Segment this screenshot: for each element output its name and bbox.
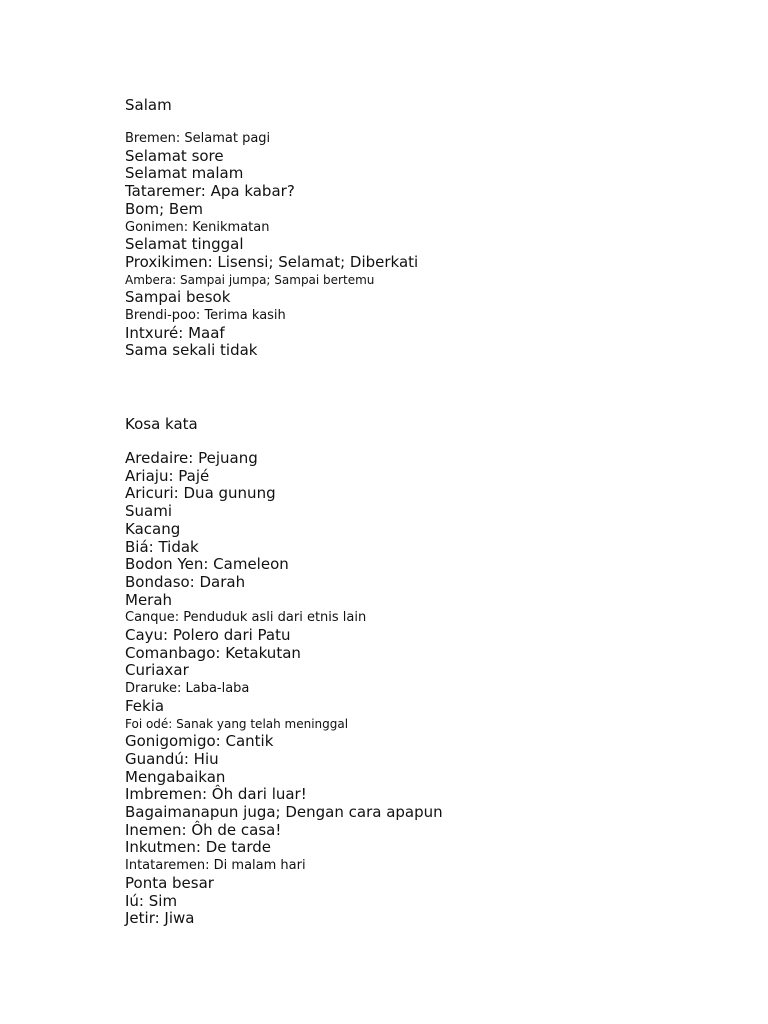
list-item: Bremen: Selamat pagi: [125, 131, 271, 146]
list-item: Canque: Penduduk asli dari etnis lain: [125, 610, 367, 626]
list-item: Kacang: [125, 519, 181, 538]
list-item: Draruke: Laba-laba: [125, 681, 250, 697]
list-item: Mengabaikan: [125, 767, 226, 786]
list-item: Aricuri: Dua gunung: [125, 484, 276, 503]
list-item: Proxikimen: Lisensi; Selamat; Diberkati: [125, 252, 419, 271]
list-item: Bom; Bem: [125, 199, 204, 218]
kosa-kata-list: [125, 450, 443, 928]
list-item: Selamat tinggal: [125, 235, 244, 254]
section-title-salam: Salam: [125, 96, 172, 114]
list-item: Aredaire: Pejuang: [125, 449, 258, 467]
section-title-kosa-kata: Kosa kata: [125, 415, 198, 433]
list-item: Ariaju: Pajé: [125, 466, 210, 485]
list-item: Imbremen: Ôh dari luar!: [125, 785, 307, 804]
list-item: Sama sekali tidak: [125, 341, 258, 360]
list-item: Bondaso: Darah: [125, 572, 246, 591]
list-item: Biá: Tidak: [125, 537, 199, 556]
list-item: Intxuré: Maaf: [125, 323, 225, 342]
list-item: Guandú: Hiu: [125, 749, 219, 768]
list-item: Jetir: Jiwa: [125, 909, 195, 928]
list-item: Curiaxar: [125, 661, 189, 680]
list-item: Tataremer: Apa kabar?: [125, 182, 295, 201]
list-item: Inemen: Ôh de casa!: [125, 820, 282, 839]
list-item: Gonigomigo: Cantik: [125, 732, 274, 751]
list-item: Merah: [125, 590, 173, 609]
list-item: Ponta besar: [125, 873, 214, 892]
list-item: Comanbago: Ketakutan: [125, 643, 301, 662]
list-item: Selamat malam: [125, 164, 244, 183]
list-item: Iú: Sim: [125, 891, 178, 910]
salam-list: [125, 130, 418, 360]
list-item: Brendi-poo: Terima kasih: [125, 308, 286, 324]
list-item: Intataremen: Di malam hari: [125, 858, 306, 874]
list-item: Inkutmen: De tarde: [125, 838, 271, 857]
list-item: Foi odé: Sanak yang telah meninggal: [125, 716, 349, 731]
list-item: Bodon Yen: Cameleon: [125, 555, 289, 574]
list-item: Sampai besok: [125, 288, 231, 307]
list-item: Selamat sore: [125, 146, 224, 165]
list-item: Cayu: Polero dari Patu: [125, 626, 291, 645]
list-item: Fekia: [125, 696, 165, 715]
list-item: Suami: [125, 502, 172, 521]
list-item: Gonimen: Kenikmatan: [125, 219, 270, 235]
list-item: Ambera: Sampai jumpa; Sampai bertemu: [125, 272, 375, 287]
list-item: Bagaimanapun juga; Dengan cara apapun: [125, 803, 443, 822]
